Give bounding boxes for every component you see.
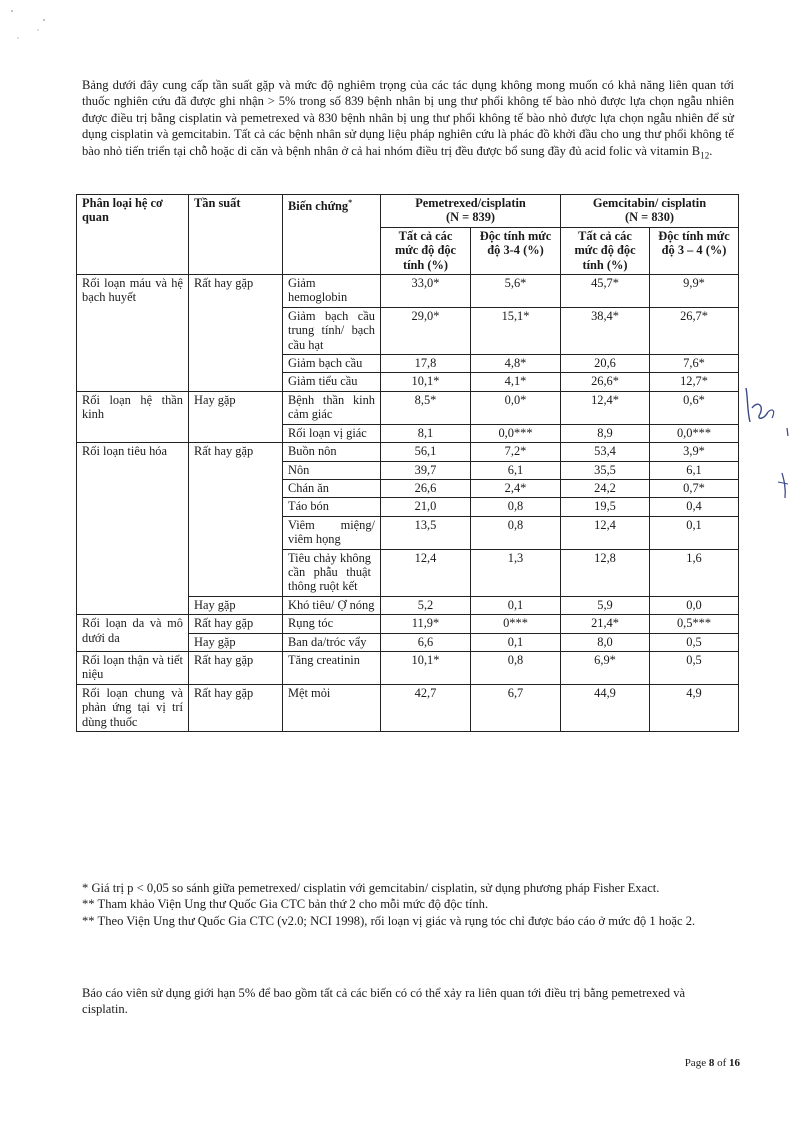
value-cell: 6,7 — [471, 684, 561, 731]
value-cell: 20,6 — [561, 355, 650, 373]
frequency-cell: Hay gặp — [189, 391, 283, 442]
header-event-mark: * — [348, 198, 353, 207]
event-cell: Ban da/tróc vẩy — [283, 633, 381, 651]
page-number: Page 8 of 16 — [684, 1057, 740, 1069]
value-cell: 0,0*** — [471, 424, 561, 442]
value-cell: 12,4* — [561, 391, 650, 424]
event-cell: Giảm tiểu cầu — [283, 373, 381, 391]
organ-class-cell: Rối loạn chung và phản ứng tại vị trí dùng thuốc — [77, 684, 189, 731]
event-cell: Khó tiêu/ Ợ nóng — [283, 596, 381, 614]
scan-speckle-mark — [8, 8, 48, 48]
value-cell: 21,0 — [381, 498, 471, 516]
value-cell: 0,8 — [471, 498, 561, 516]
footnotes — [82, 880, 734, 929]
value-cell: 4,1* — [471, 373, 561, 391]
value-cell: 7,6* — [650, 355, 739, 373]
value-cell: 0,5 — [650, 633, 739, 651]
value-cell: 0,1 — [471, 633, 561, 651]
event-cell: Giảm hemoglobin — [283, 275, 381, 308]
value-cell: 0*** — [471, 615, 561, 633]
value-cell: 0,5*** — [650, 615, 739, 633]
value-cell: 26,6 — [381, 479, 471, 497]
value-cell: 0,0*** — [650, 424, 739, 442]
value-cell: 12,8 — [561, 549, 650, 596]
value-cell: 56,1 — [381, 443, 471, 461]
header-pem-all-grades: Tất cả các mức độ độc tính (%) — [381, 227, 471, 274]
frequency-cell: Rất hay gặp — [189, 443, 283, 597]
organ-class-cell: Rối loạn thận và tiết niệu — [77, 651, 189, 684]
page-total: 16 — [729, 1057, 740, 1069]
value-cell: 5,2 — [381, 596, 471, 614]
header-gem-group: Gemcitabin/ cisplatin (N = 830) — [561, 195, 739, 228]
value-cell: 4,9 — [650, 684, 739, 731]
value-cell: 5,9 — [561, 596, 650, 614]
value-cell: 5,6* — [471, 275, 561, 308]
footnote: ** Theo Viện Ung thư Quốc Gia CTC (v2.0; NCI 1998), rối loạn vị giác và rụng tóc chỉ được báo cáo ở mức độ 1 hoặc 2. — [82, 913, 696, 928]
value-cell: 38,4* — [561, 307, 650, 354]
value-cell: 13,5 — [381, 516, 471, 549]
event-cell: Táo bón — [283, 498, 381, 516]
value-cell: 1,3 — [471, 549, 561, 596]
event-cell: Tăng creatinin — [283, 651, 381, 684]
value-cell: 4,8* — [471, 355, 561, 373]
table-row — [77, 615, 739, 633]
organ-class-cell: Rối loạn da và mô dưới da — [77, 615, 189, 652]
table-row — [77, 275, 739, 308]
event-cell: Tiêu chảy không cần phẫu thuật thông ruột kết — [283, 549, 381, 596]
header-gem-grade34: Độc tính mức độ 3 – 4 (%) — [650, 227, 739, 274]
value-cell: 0,1 — [650, 516, 739, 549]
value-cell: 0,7* — [650, 479, 739, 497]
value-cell: 8,5* — [381, 391, 471, 424]
value-cell: 6,1 — [650, 461, 739, 479]
value-cell: 0,8 — [471, 651, 561, 684]
value-cell: 35,5 — [561, 461, 650, 479]
value-cell: 19,5 — [561, 498, 650, 516]
header-gem-all-grades: Tất cả các mức độ độc tính (%) — [561, 227, 650, 274]
event-cell: Chán ăn — [283, 479, 381, 497]
value-cell: 45,7* — [561, 275, 650, 308]
value-cell: 3,9* — [650, 443, 739, 461]
frequency-cell: Hay gặp — [189, 633, 283, 651]
value-cell: 0,5 — [650, 651, 739, 684]
closing-paragraph: Báo cáo viên sử dụng giới hạn 5% để bao gồm tất cả các biến có có thể xảy ra liên quan tới điều trị bằng pemetrexed và cisplatin. — [82, 986, 686, 1017]
value-cell: 0,6* — [650, 391, 739, 424]
value-cell: 42,7 — [381, 684, 471, 731]
value-cell: 10,1* — [381, 373, 471, 391]
handwritten-signature-icon — [742, 378, 792, 518]
value-cell: 17,8 — [381, 355, 471, 373]
value-cell: 12,4 — [561, 516, 650, 549]
header-pem-group: Pemetrexed/cisplatin (N = 839) — [381, 195, 561, 228]
intro-subscript: 12 — [700, 150, 710, 161]
header-event: Biến chứng* — [283, 195, 381, 275]
event-cell: Mệt mỏi — [283, 684, 381, 731]
value-cell: 12,4 — [381, 549, 471, 596]
frequency-cell: Rất hay gặp — [189, 684, 283, 731]
value-cell: 9,9* — [650, 275, 739, 308]
table-row — [77, 443, 739, 461]
event-cell: Giảm bạch cầu — [283, 355, 381, 373]
frequency-cell: Rất hay gặp — [189, 615, 283, 633]
value-cell: 44,9 — [561, 684, 650, 731]
value-cell: 39,7 — [381, 461, 471, 479]
event-cell: Viêm miệng/ viêm họng — [283, 516, 381, 549]
value-cell: 7,2* — [471, 443, 561, 461]
value-cell: 6,6 — [381, 633, 471, 651]
table-row — [77, 684, 739, 731]
event-cell: Nôn — [283, 461, 381, 479]
value-cell: 1,6 — [650, 549, 739, 596]
value-cell: 33,0* — [381, 275, 471, 308]
intro-paragraph: Bảng dưới đây cung cấp tần suất gặp và mức độ nghiêm trọng của các tác dụng không mong muốn có khả năng liên quan tới thuốc nghiên cứu đã được ghi nhận > 5% trong số 839 bệnh nhân bị ung thư phổi không tế bào nhỏ được lựa chọn ngẫu nhiên được điều trị bằng cisplatin và pemetrexed và 830 bệnh nhân bị ung thư phổi không tế bào nhỏ được lựa chọn ngẫu nhiên để sử dụng cisplatin và gemcitabin. Tất cả các bệnh nhân sử dụng liệu pháp nghiên cứu là phác đồ khởi đầu cho ung thư phổi không tế bào nhỏ tiến triển tại chỗ hoặc di căn và bệnh nhân ở cả hai nhóm điều trị đều được bổ sung đầy đủ acid folic và vitamin $B_{12}$. — [82, 78, 734, 161]
value-cell: 8,1 — [381, 424, 471, 442]
value-cell: 24,2 — [561, 479, 650, 497]
event-cell: Bệnh thần kinh cảm giác — [283, 391, 381, 424]
header-organ-class: Phân loại hệ cơ quan — [77, 195, 189, 275]
header-gem-n: (N = 830) — [624, 210, 675, 225]
organ-class-cell: Rối loạn tiêu hóa — [77, 443, 189, 615]
value-cell: 8,9 — [561, 424, 650, 442]
value-cell: 0,8 — [471, 516, 561, 549]
value-cell: 6,1 — [471, 461, 561, 479]
header-frequency: Tần suất — [189, 195, 283, 275]
value-cell: 26,6* — [561, 373, 650, 391]
value-cell: 0,1 — [471, 596, 561, 614]
value-cell: 11,9* — [381, 615, 471, 633]
value-cell: 2,4* — [471, 479, 561, 497]
header-pem-n: (N = 839) — [445, 210, 496, 225]
frequency-cell: Rất hay gặp — [189, 275, 283, 392]
table-row — [77, 391, 739, 424]
page-current: 8 — [708, 1057, 715, 1069]
frequency-cell: Rất hay gặp — [189, 651, 283, 684]
value-cell: 21,4* — [561, 615, 650, 633]
value-cell: 6,9* — [561, 651, 650, 684]
value-cell: 0,4 — [650, 498, 739, 516]
value-cell: 0,0* — [471, 391, 561, 424]
frequency-cell: Hay gặp — [189, 596, 283, 614]
value-cell: 10,1* — [381, 651, 471, 684]
value-cell: 0,0 — [650, 596, 739, 614]
organ-class-cell: Rối loạn máu và hệ bạch huyết — [77, 275, 189, 392]
header-pem-grade34: Độc tính mức độ 3-4 (%) — [471, 227, 561, 274]
event-cell: Rối loạn vị giác — [283, 424, 381, 442]
adverse-events-table — [76, 194, 739, 732]
value-cell: 53,4 — [561, 443, 650, 461]
value-cell: 12,7* — [650, 373, 739, 391]
organ-class-cell: Rối loạn hệ thần kinh — [77, 391, 189, 442]
value-cell: 26,7* — [650, 307, 739, 354]
footnote: ** Tham khảo Viện Ung thư Quốc Gia CTC bản thứ 2 cho mỗi mức độ độc tính. — [82, 897, 489, 912]
event-cell: Buồn nôn — [283, 443, 381, 461]
footnote: * Giá trị p < 0,05 so sánh giữa pemetrexed/ cisplatin với gemcitabin/ cisplatin, sử dụng phương pháp Fisher Exact. — [82, 881, 660, 895]
event-cell: Rụng tóc — [283, 615, 381, 633]
value-cell: 15,1* — [471, 307, 561, 354]
event-cell: Giảm bạch cầu trung tính/ bạch cầu hạt — [283, 307, 381, 354]
table-row — [77, 651, 739, 684]
value-cell: 8,0 — [561, 633, 650, 651]
value-cell: 29,0* — [381, 307, 471, 354]
